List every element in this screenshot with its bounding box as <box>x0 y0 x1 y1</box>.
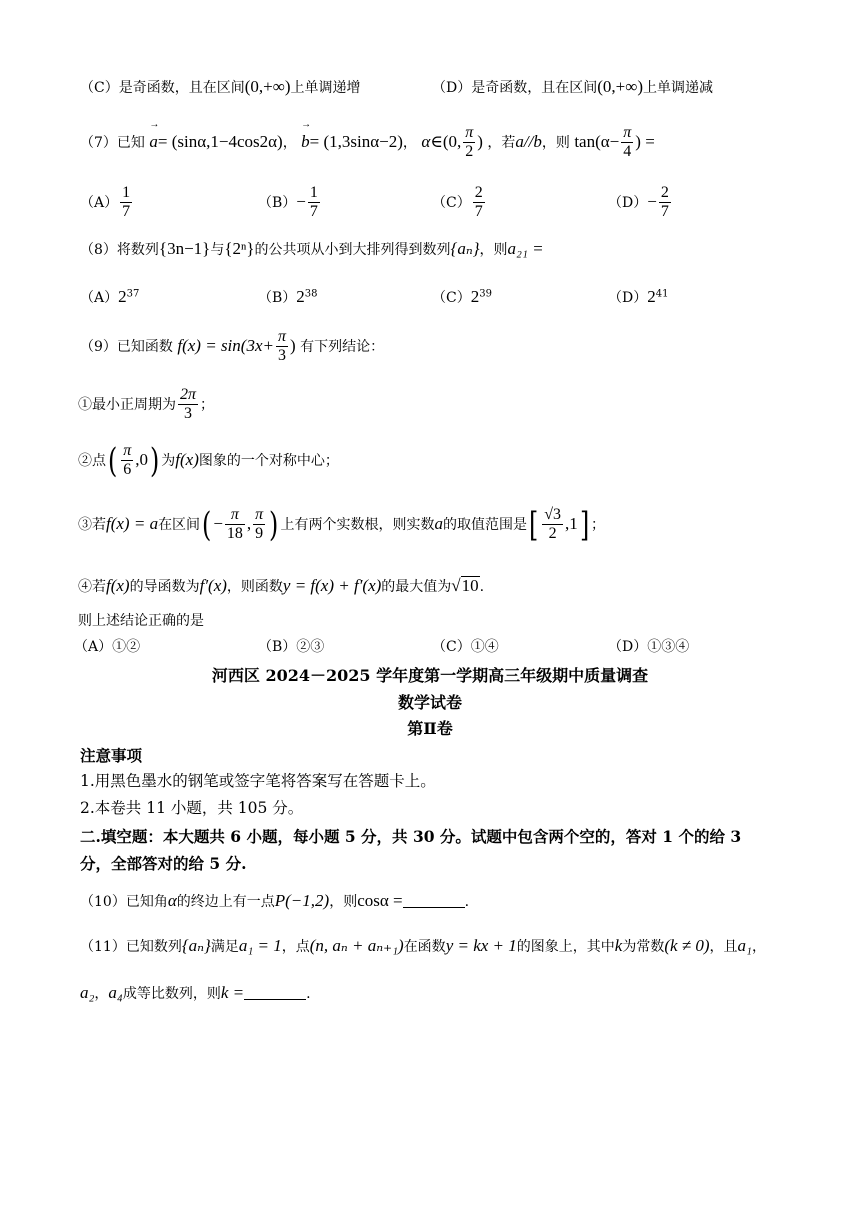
q7-option-b-den: 7 <box>309 203 318 221</box>
q7-option-a-frac <box>120 184 132 222</box>
q11-mid4: 的图象上，其中 <box>516 939 615 955</box>
q8-option-b-label: （B） <box>258 290 297 306</box>
q7-option-c-num: 2 <box>473 184 485 203</box>
q7-option-c-den: 7 <box>474 203 483 221</box>
q9-c1-num: 2π <box>178 386 198 405</box>
q9-c3-a: a <box>434 513 443 533</box>
q7-option-d-num: 2 <box>659 184 671 203</box>
q10-stem <box>80 892 469 909</box>
q10-then: ，则 <box>329 894 358 910</box>
q9-c3-end: ； <box>591 516 606 533</box>
q9-c3-mid: 在区间 <box>158 516 201 533</box>
q11-line2-k: k = <box>220 983 245 1002</box>
q8-option-c-exp: 39 <box>479 288 492 300</box>
q6-option-c-text: （C）是奇函数，且在区间 <box>80 80 245 96</box>
q7-pi-2: π <box>621 124 633 143</box>
q9-c3-r-frac <box>542 506 563 544</box>
q10-point: P(−1,2) <box>274 891 330 910</box>
q9-c4-mid2: ，则函数 <box>226 579 283 595</box>
q8-option-c-label: （C） <box>432 290 471 306</box>
q9-question <box>78 614 204 628</box>
q9-c3-r-one: ,1 <box>565 513 578 533</box>
q7-vector-b-expr: = (1,3sinα−2) <box>309 131 403 151</box>
q9-c3-hi-den: 9 <box>255 525 264 543</box>
q9-c4-y: y = f(x) + f′(x) <box>282 576 382 595</box>
q8-seq1: {3n−1} <box>158 239 211 258</box>
sqrt-icon: √ <box>451 576 461 595</box>
q9-c4-end: . <box>479 579 485 595</box>
q9-c4-sqrt: 10 <box>461 576 479 595</box>
q8-seq2: {2ⁿ} <box>224 239 255 258</box>
section2-line1: 二.填空题：本大题共 6 小题，每小题 5 分，共 30 分。试题中包含两个空的，答对 1 个的给 3 <box>80 827 742 846</box>
q11-cond: a₁ = 1 <box>238 936 282 955</box>
q7-parallel: a//b <box>515 131 542 151</box>
q9-c3-hi-num: π <box>253 506 265 525</box>
q8-option-b-exp: 38 <box>304 288 318 300</box>
q7-option-b-num: 1 <box>308 184 320 203</box>
q9-pi: π <box>276 328 288 347</box>
q11-mid5: 为常数 <box>622 939 665 955</box>
q9-c2-frac <box>121 442 133 480</box>
right-paren-icon: ) <box>150 440 160 481</box>
q7-pi: π <box>463 124 475 143</box>
q8-stem <box>80 240 544 257</box>
q11-mid2: ，点 <box>281 939 310 955</box>
q9-c3-lo-den: 18 <box>226 525 243 543</box>
q7-option-c-frac <box>473 184 485 222</box>
q11-k: k <box>614 936 623 955</box>
left-bracket-icon: [ <box>528 504 539 545</box>
q7-vector-b: → b <box>301 132 310 151</box>
q7-tan-expr: tan(α− <box>574 131 620 151</box>
q9-c1-end: ； <box>200 396 215 413</box>
q9-conclusion-4 <box>78 576 484 594</box>
q9-c4-mid: 的导函数为 <box>129 579 200 595</box>
q9-c4-mid3: 的最大值为 <box>381 579 452 595</box>
q7-option-a-label: （A） <box>80 194 119 211</box>
q9-prefix: （9）已知函数 <box>80 338 173 355</box>
q11-comma: ， <box>751 939 766 955</box>
exam-header-line1: 河西区 2024－2025 学年度第一学期高三年级期中质量调查 <box>211 666 649 685</box>
q7-option-a-den: 7 <box>122 203 131 221</box>
q8-then: ，则 <box>479 242 508 258</box>
q11-func: y = kx + 1 <box>445 936 517 955</box>
q11-seq: {aₙ} <box>181 936 211 955</box>
q9-c2-zero: ,0 <box>135 449 149 469</box>
q9-c3-lo-num: π <box>225 506 245 525</box>
q11-point: (n, aₙ + aₙ₊₁) <box>309 936 404 955</box>
q8-option-a-label: （A） <box>80 290 119 306</box>
q8-option-d-label: （D） <box>608 290 648 306</box>
q8-option-c-base: 2 <box>470 287 480 306</box>
q9-three: 3 <box>277 347 286 365</box>
q7-label: （7）已知 <box>80 134 145 151</box>
q7-option-d-frac <box>659 184 671 222</box>
q9-c4-fp: f′(x) <box>199 576 227 595</box>
q11-sep: ， <box>94 986 109 1002</box>
q7-option-c <box>432 184 487 222</box>
right-paren-icon: ) <box>269 504 279 545</box>
q7-pi-over-2 <box>463 124 475 162</box>
q7-option-a-num: 1 <box>120 184 132 203</box>
q7-pi-over-4 <box>621 124 633 162</box>
q7-option-d <box>608 184 673 222</box>
notes-item-2: 2.本卷共 11 小题，共 105 分。 <box>80 799 304 817</box>
q10-end: . <box>464 894 470 910</box>
q9-func: f(x) = sin(3x+ <box>177 335 274 355</box>
q7-cond-open: (0, <box>442 131 462 151</box>
q8-option-b <box>258 288 318 305</box>
q9-c4-f: f(x) <box>106 576 130 595</box>
q10-expr: cosα = <box>357 891 403 910</box>
q9-question-text: 则上述结论正确的是 <box>78 613 204 629</box>
q7-option-d-den: 7 <box>660 203 669 221</box>
q9-c3-text: ③若 <box>78 516 106 533</box>
q8-option-d-base: 2 <box>647 287 656 306</box>
q11-mid: 满足 <box>210 939 239 955</box>
q9-c3-hi-frac <box>253 506 265 544</box>
q6-option-c-suffix: 上单调递增 <box>290 80 361 96</box>
left-paren-icon: ( <box>107 440 118 481</box>
exam-header-line2: 数学试卷 <box>397 693 462 712</box>
q7-option-d-sign: − <box>647 191 657 211</box>
q9-stem <box>80 328 384 366</box>
q6-option-d-interval: (0,+∞) <box>597 77 644 96</box>
q6-option-c-interval: (0,+∞) <box>244 77 291 96</box>
q9-c3-mid2: 上有两个实数根，则实数 <box>280 516 435 533</box>
q7-option-b <box>258 184 322 222</box>
minus-sign-icon: − <box>213 513 223 533</box>
q9-conclusion-3 <box>78 506 605 544</box>
q9-conclusion-1 <box>78 386 214 424</box>
q9-c3-r-den: 2 <box>548 525 557 543</box>
q6-option-d-text: （D）是奇函数，且在区间 <box>432 80 598 96</box>
q7-then-text: ，则 <box>541 134 570 151</box>
q9-option-d: （D）①③④ <box>608 639 690 655</box>
q6-option-c <box>80 78 361 95</box>
q9-c3-eq: f(x) = a <box>106 513 159 533</box>
q11-a4: a₄ <box>108 983 123 1002</box>
section2-line2: 分，全部答对的给 5 分. <box>80 854 247 873</box>
q9-c1-text: ①最小正周期为 <box>78 396 176 413</box>
q8-option-b-base: 2 <box>296 287 305 306</box>
q9-c3-mid3: 的取值范围是 <box>442 516 527 533</box>
q9-c1-den: 3 <box>184 405 192 423</box>
q11-line2-text: 成等比数列，则 <box>122 986 221 1002</box>
q11-mid3: 在函数 <box>403 939 446 955</box>
q7-two: 2 <box>465 143 474 161</box>
q8-option-a-exp: 37 <box>126 288 140 300</box>
q11-line2 <box>80 984 311 1001</box>
q7-condition: α∈ <box>421 131 443 151</box>
q9-c3-lo-frac <box>225 506 245 544</box>
q8-option-a <box>80 288 139 305</box>
q11-kcond: (k ≠ 0) <box>664 936 710 955</box>
q11-mid6: ，且 <box>709 939 738 955</box>
notes-title: 注意事项 <box>80 746 143 765</box>
q9-c2-text: ②点 <box>78 452 106 469</box>
q7-option-d-label: （D） <box>608 194 648 211</box>
q8-prefix: （8）将数列 <box>80 242 159 258</box>
q7-tan-suffix: ) = <box>635 131 655 151</box>
q11-a1: a₁ <box>737 936 752 955</box>
q7-option-c-label: （C） <box>432 194 471 211</box>
q8-seq3: {aₙ} <box>450 239 480 258</box>
q7-vector-a-expr: = (sinα,1−4cos2α) <box>157 131 283 151</box>
q9-c4-text: ④若 <box>78 579 106 595</box>
q9-c2-pi: π <box>121 442 133 461</box>
q7-cond-close: ) <box>477 131 483 151</box>
left-paren-icon: ( <box>202 504 212 545</box>
q10-prefix: （10）已知角 <box>80 894 168 910</box>
q10-mid: 的终边上有一点 <box>176 894 275 910</box>
q6-option-d-suffix: 上单调递减 <box>643 80 714 96</box>
q8-option-a-base: 2 <box>118 287 127 306</box>
q7-option-a <box>80 184 134 222</box>
q9-c2-mid: 为 <box>161 452 176 469</box>
q9-c2-f: f(x) <box>175 449 199 469</box>
q10-alpha: α <box>167 891 177 910</box>
q9-func-end: ) <box>289 335 296 355</box>
q11-prefix: （11）已知数列 <box>80 939 182 955</box>
q7-four: 4 <box>623 143 632 161</box>
q9-c2-six: 6 <box>123 461 132 479</box>
q9-pi-over-3 <box>276 328 288 366</box>
q7-option-b-frac <box>308 184 320 222</box>
q8-option-d-exp: 41 <box>655 288 669 300</box>
q8-mid: 与 <box>210 242 225 258</box>
q8-option-d <box>608 288 668 305</box>
q9-suffix: 有下列结论： <box>300 338 385 355</box>
q8-target: a₂₁ = <box>507 239 544 258</box>
q11-answer-blank[interactable] <box>244 985 306 1000</box>
q11-a2: a₂ <box>80 983 95 1002</box>
q8-text: 的公共项从小到大排列得到数列 <box>254 242 451 258</box>
comma-icon: , <box>246 513 252 533</box>
q9-c1-frac <box>178 386 198 424</box>
q11-line2-end: . <box>306 986 311 1002</box>
q7-stem: （7）已知 → a= (sinα,1−4cos2α)， → b= (1,3sinα−2)， α∈(0, $\frac{\pi}{2}$ ) ，若a//b，则 tan(α− $\frac{\pi}{4}$ ) = <box>80 124 655 162</box>
q9-conclusion-2 <box>78 442 339 480</box>
q7-vector-a: → a <box>149 132 158 151</box>
q6-option-d <box>432 78 713 95</box>
q11-stem <box>80 937 766 954</box>
exam-header-line3: 第Ⅱ卷 <box>407 719 453 738</box>
q7-option-b-sign: − <box>296 191 306 211</box>
q9-option-b: （B）②③ <box>258 639 325 655</box>
q7-option-b-label: （B） <box>258 194 297 211</box>
q8-option-c <box>432 288 492 305</box>
q9-option-c: （C）①④ <box>432 639 499 655</box>
q9-c2-end: 图象的一个对称中心； <box>198 452 339 469</box>
q9-option-a: （A）①② <box>74 639 141 655</box>
right-bracket-icon: ] <box>579 504 590 545</box>
q9-c3-r-num: √3 <box>542 506 563 525</box>
q7-if-text: ，若 <box>487 134 516 151</box>
notes-item-1: 1.用黑色墨水的钢笔或签字笔将答案写在答题卡上。 <box>80 772 436 790</box>
q10-answer-blank[interactable] <box>403 893 465 908</box>
